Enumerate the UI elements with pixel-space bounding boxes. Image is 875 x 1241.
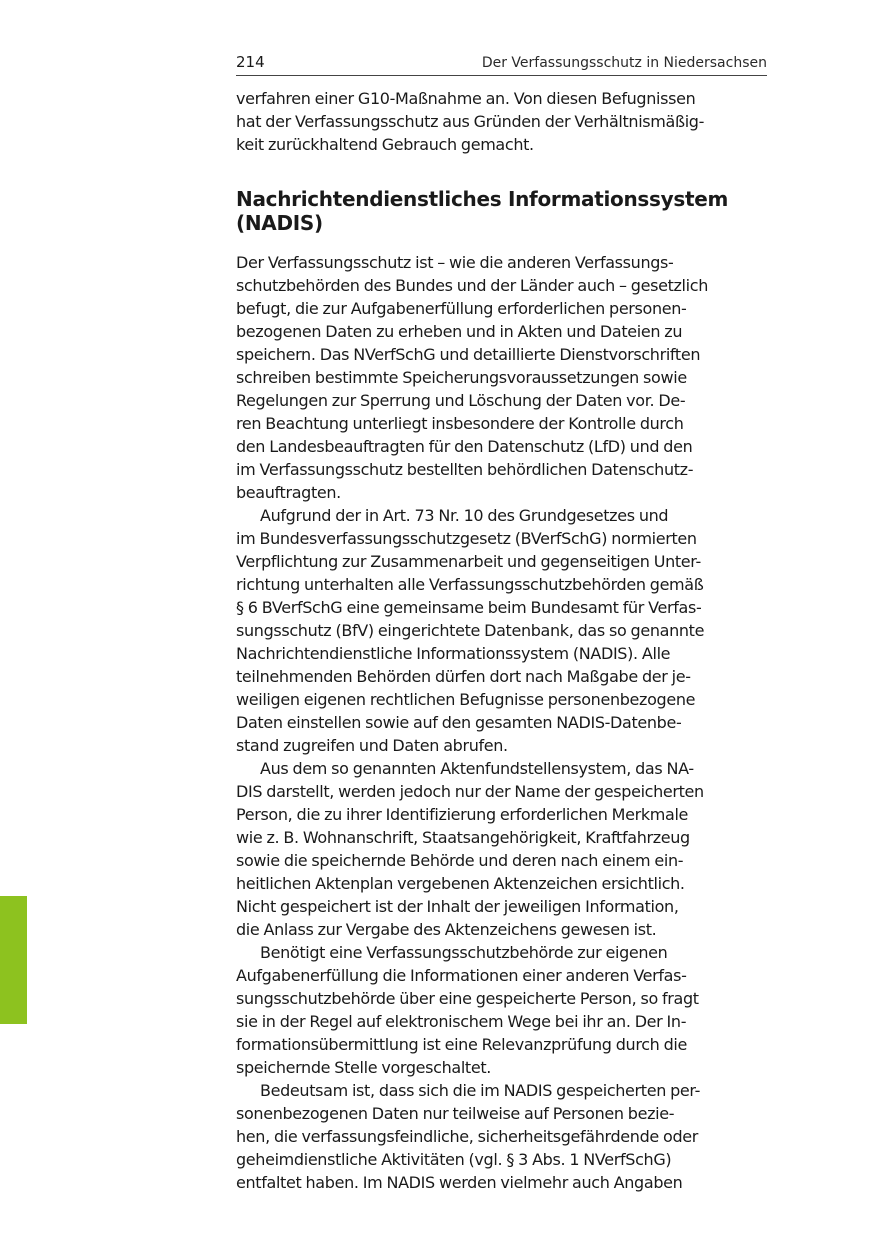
- page-body: [236, 87, 767, 1194]
- text-line: sonenbezogenen Daten nur teilweise auf Personen bezie-: [236, 1104, 675, 1123]
- paragraph-2: [236, 504, 767, 757]
- text-line: keit zurückhaltend Gebrauch gemacht.: [236, 135, 534, 154]
- text-line: entfaltet haben. Im NADIS werden vielmehr auch Angaben: [236, 1173, 683, 1192]
- text-line: schreiben bestimmte Speicherungsvoraussetzungen sowie: [236, 368, 687, 387]
- text-line: ren Beachtung unterliegt insbesondere der Kontrolle durch: [236, 414, 684, 433]
- text-line: speichernde Stelle vorgeschaltet.: [236, 1058, 491, 1077]
- text-line: richtung unterhalten alle Verfassungsschutzbehörden gemäß: [236, 575, 704, 594]
- heading-line: Nachrichtendienstliches Informationssystem: [236, 187, 729, 211]
- text-line: Benötigt eine Verfassungsschutzbehörde zur eigenen: [260, 943, 668, 962]
- chapter-side-tab: [0, 896, 27, 1024]
- text-line: DIS darstellt, werden jedoch nur der Name der gespeicherten: [236, 782, 704, 801]
- text-line: verfahren einer G10-Maßnahme an. Von diesen Befugnissen: [236, 89, 696, 108]
- text-line: Nicht gespeichert ist der Inhalt der jeweiligen Information,: [236, 897, 679, 916]
- text-line: Person, die zu ihrer Identifizierung erforderlichen Merkmale: [236, 805, 689, 824]
- text-line: Daten einstellen sowie auf den gesamten NADIS-Datenbe-: [236, 713, 682, 732]
- text-line: befugt, die zur Aufgabenerfüllung erforderlichen personen-: [236, 299, 687, 318]
- paragraph-1: [236, 251, 767, 504]
- text-line: im Verfassungsschutz bestellten behördlichen Datenschutz-: [236, 460, 694, 479]
- text-line: heitlichen Aktenplan vergebenen Aktenzeichen ersichtlich.: [236, 874, 685, 893]
- text-line: Aus dem so genannten Aktenfundstellensystem, das NA-: [260, 759, 694, 778]
- text-line: hen, die verfassungsfeindliche, sicherheitsgefährdende oder: [236, 1127, 698, 1146]
- text-line: Nachrichtendienstliche Informationssystem (NADIS). Alle: [236, 644, 671, 663]
- text-line: Aufgrund der in Art. 73 Nr. 10 des Grundgesetzes und: [260, 506, 669, 525]
- text-line: formationsübermittlung ist eine Relevanzprüfung durch die: [236, 1035, 687, 1054]
- heading-line: (NADIS): [236, 211, 323, 235]
- text-line: Regelungen zur Sperrung und Löschung der Daten vor. De-: [236, 391, 686, 410]
- paragraph-3: [236, 757, 767, 941]
- text-line: hat der Verfassungsschutz aus Gründen der Verhältnismäßig-: [236, 112, 705, 131]
- running-head: Der Verfassungsschutz in Niedersachsen: [481, 55, 767, 71]
- text-line: sungsschutz (BfV) eingerichtete Datenbank, das so genannte: [236, 621, 705, 640]
- text-line: sie in der Regel auf elektronischem Wege bei ihr an. Der In-: [236, 1012, 687, 1031]
- text-line: wie z. B. Wohnanschrift, Staatsangehörigkeit, Kraftfahrzeug: [236, 828, 690, 847]
- section-heading: [236, 187, 767, 235]
- text-line: § 6 BVerfSchG eine gemeinsame beim Bundesamt für Verfas-: [236, 598, 702, 617]
- text-line: Verpflichtung zur Zusammenarbeit und gegenseitigen Unter-: [236, 552, 701, 571]
- paragraph-5: [236, 1079, 767, 1194]
- text-line: bezogenen Daten zu erheben und in Akten und Dateien zu: [236, 322, 683, 341]
- text-line: schutzbehörden des Bundes und der Länder auch – gesetzlich: [236, 276, 708, 295]
- page-number: 214: [236, 53, 265, 71]
- text-line: teilnehmenden Behörden dürfen dort nach Maßgabe der je-: [236, 667, 691, 686]
- text-line: weiligen eigenen rechtlichen Befugnisse personenbezogene: [236, 690, 696, 709]
- text-line: Bedeutsam ist, dass sich die im NADIS gespeicherten per-: [260, 1081, 701, 1100]
- text-line: sowie die speichernde Behörde und deren nach einem ein-: [236, 851, 684, 870]
- intro-paragraph: [236, 87, 767, 156]
- header-rule: [236, 75, 767, 76]
- text-line: die Anlass zur Vergabe des Aktenzeichens gewesen ist.: [236, 920, 657, 939]
- text-line: beauftragten.: [236, 483, 341, 502]
- text-line: Aufgabenerfüllung die Informationen einer anderen Verfas-: [236, 966, 687, 985]
- text-line: im Bundesverfassungsschutzgesetz (BVerfSchG) normierten: [236, 529, 697, 548]
- text-line: Der Verfassungsschutz ist – wie die anderen Verfassungs-: [236, 253, 674, 272]
- text-line: den Landesbeauftragten für den Datenschutz (LfD) und den: [236, 437, 693, 456]
- text-line: stand zugreifen und Daten abrufen.: [236, 736, 508, 755]
- text-line: speichern. Das NVerfSchG und detaillierte Dienstvorschriften: [236, 345, 701, 364]
- text-line: geheimdienstliche Aktivitäten (vgl. § 3 Abs. 1 NVerfSchG): [236, 1150, 672, 1169]
- text-line: sungsschutzbehörde über eine gespeicherte Person, so fragt: [236, 989, 699, 1008]
- paragraph-4: [236, 941, 767, 1079]
